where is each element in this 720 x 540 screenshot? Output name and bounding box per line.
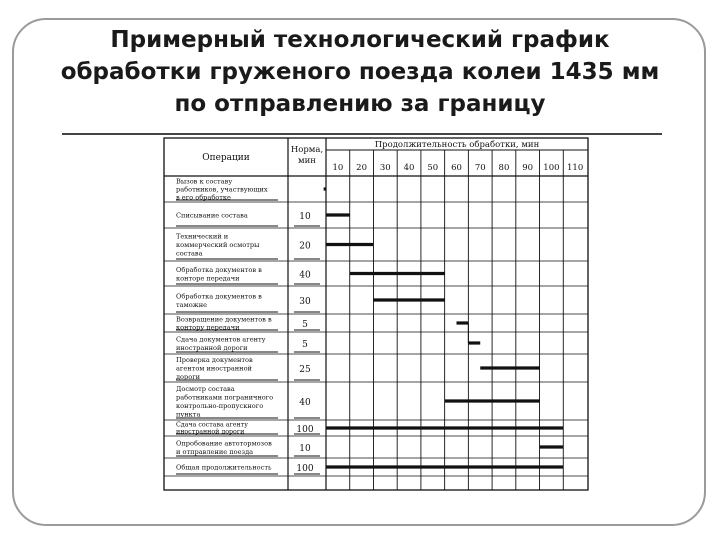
norm-value: 20 [299,241,311,252]
norm-value: 40 [299,398,311,408]
operation-label: Вызов к составу [176,177,233,186]
operation-label: таможне [176,300,208,309]
operation-label: работников, участвующих [176,185,268,194]
norm-value: 100 [296,464,314,474]
norm-value: 5 [302,340,308,350]
operation-label: коммерческий осмотры [176,241,260,250]
tick-label: 60 [451,163,462,173]
operation-label: Сдача состава агенту [176,421,248,429]
operation-label: работниками пограничного [176,393,274,402]
operation-label: дороги [176,373,201,382]
operation-label: Опробование автотормозов [176,439,272,448]
tick-label: 100 [543,163,560,173]
column-header-operation: Операции [202,153,250,163]
operation-label: конторе передачи [176,274,240,283]
tick-label: 50 [427,163,439,173]
operation-label: Проверка документов [176,356,253,365]
operation-label: Возвращение документов в [176,315,272,324]
operation-label: и отправление поезда [176,447,254,456]
norm-value: 40 [299,270,311,281]
tick-label: 20 [356,163,368,173]
slide-title: Примерный технологический график обработки груженого поезда колеи 1435 мм по отправлению за границу [60,27,660,117]
tick-label: 110 [567,163,584,173]
norm-value: 25 [299,365,311,375]
operation-label: контрольно-пропускного [176,401,264,410]
operation-label: контору передачи [176,323,240,332]
tick-label: 40 [403,163,415,173]
operation-label: иностранной дороги [176,343,248,352]
operation-label: иностранной дороги [176,428,245,436]
operation-label: Списывание состава [176,211,248,220]
operation-label: в его обработке [176,193,231,202]
operation-label: Досмотр состава [176,384,235,393]
tick-label: 70 [474,163,486,173]
operation-label: агентом иностранной [176,364,252,373]
operation-label: Обработка документов в [176,292,262,301]
operation-label: Общая продолжительность [176,463,272,472]
norm-value: 10 [299,212,311,222]
norm-value: 10 [299,444,311,454]
column-header-norm: Норма, [290,145,324,155]
operation-label: Сдача документов агенту [176,335,266,344]
norm-value: 30 [299,297,311,307]
norm-value: 100 [296,425,314,435]
operation-label: Обработка документов в [176,265,262,274]
operation-label: Технический и [176,232,229,241]
column-header-norm-unit: мин [298,156,316,166]
tick-label: 90 [522,163,534,173]
tick-label: 80 [498,163,510,173]
column-header-duration: Продолжительность обработки, мин [374,140,540,150]
operation-label: пункта [176,410,201,419]
operation-label: состава [176,249,203,258]
tick-label: 10 [332,163,344,173]
norm-value: 5 [302,320,308,330]
tick-label: 30 [379,163,391,173]
